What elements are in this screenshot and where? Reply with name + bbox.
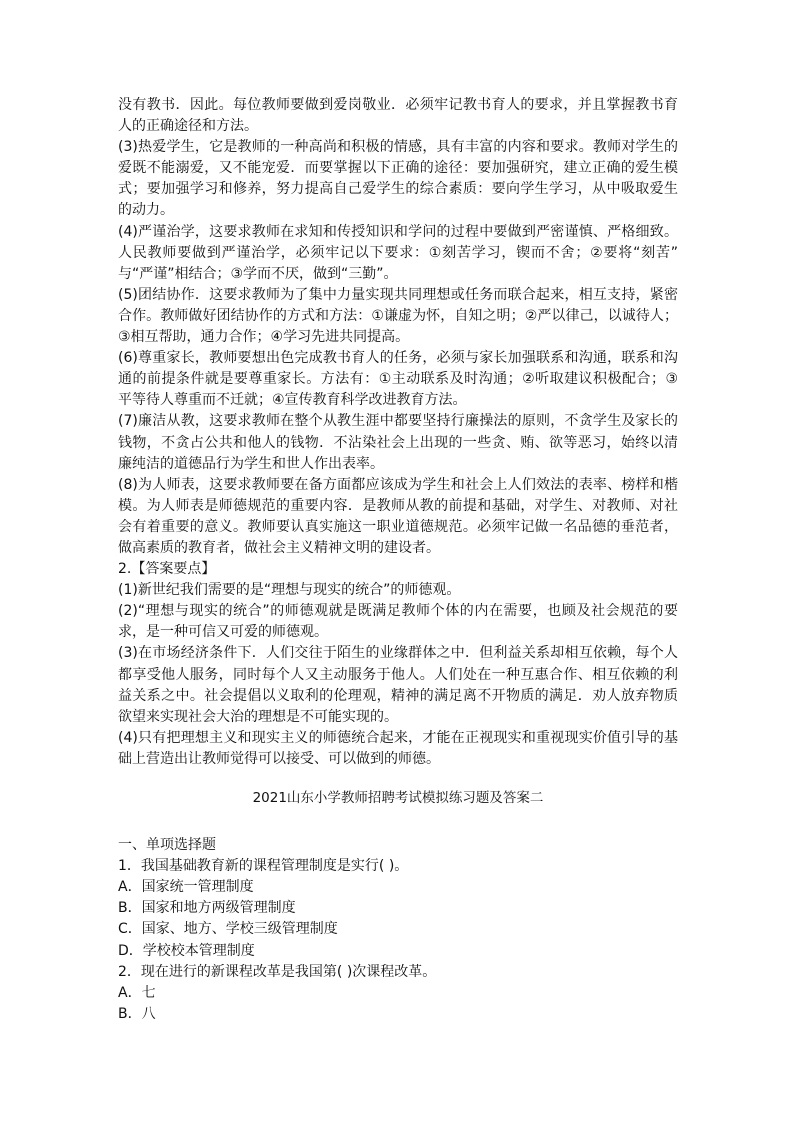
text-line: 人民教师要做到严谨治学，必须牢记以下要求：①刻苦学习，锲而不舍；②要将“刻苦” bbox=[118, 244, 678, 261]
text-line: C．国家、地方、学校三级管理制度 bbox=[118, 921, 338, 938]
document-page bbox=[118, 95, 678, 1025]
text-line: 人的正确途径和方法。 bbox=[118, 118, 258, 135]
text-line: (2)“理想与现实的统合”的师德观就是既满足教师个体的内在需要，也顾及社会规范的要 bbox=[118, 603, 678, 620]
text-line: 都享受他人服务，同时每个人又主动服务于他人。人们处在一种互惠合作、相互依赖的利 bbox=[118, 666, 678, 683]
text-line: B．国家和地方两级管理制度 bbox=[118, 900, 296, 917]
text-line: 式；要加强学习和修养，努力提高自己爱学生的综合素质：要向学生学习，从中吸取爱生 bbox=[118, 181, 678, 198]
text-line: 爱既不能溺爱，又不能宠爱．而要掌握以下正确的途径：要加强研究，建立正确的爱生模 bbox=[118, 160, 678, 177]
text-line: 平等待人尊重而不迁就；④宣传教育科学改进教育方法。 bbox=[118, 392, 467, 409]
text-line: 会有着重要的意义。教师要认真实施这一职业道德规范。必须牢记做一名品德的垂范者， bbox=[118, 518, 678, 535]
text-line: 廉纯洁的道德品行为学生和世人作出表率。 bbox=[118, 455, 384, 472]
text-line: 1．我国基础教育新的课程管理制度是实行( )。 bbox=[118, 858, 409, 875]
text-line: (1)新世纪我们需要的是“理想与现实的统合”的师德观。 bbox=[118, 582, 461, 599]
text-line: (5)团结协作．这要求教师为了集中力量实现共同理想或任务而联合起来，相互支持，紧密 bbox=[118, 286, 678, 303]
text-line: (3)热爱学生，它是教师的一种高尚和积极的情感，具有丰富的内容和要求。教师对学生的 bbox=[118, 139, 678, 156]
text-line: 模。为人师表是师德规范的重要内容．是教师从教的前提和基础，对学生、对教师、对社 bbox=[118, 497, 678, 514]
text-line: D．学校校本管理制度 bbox=[118, 942, 255, 959]
text-line: 2．现在进行的新课程改革是我国第( )次课程改革。 bbox=[118, 963, 437, 980]
text-line: (4)严谨治学，这要求教师在求知和传授知识和学问的过程中要做到严密谨慎、严格细致。 bbox=[118, 223, 678, 240]
text-line: B．八 bbox=[118, 1005, 156, 1022]
text-line: (7)廉洁从教，这要求教师在整个从教生涯中都要坚持行廉操法的原则，不贪学生及家长的 bbox=[118, 413, 678, 430]
text-line: 求，是一种可信又可爱的师德观。 bbox=[118, 624, 328, 641]
text-line: 没有教书．因此。每位教师要做到爱岗敬业．必须牢记教书育人的要求，并且掌握教书育 bbox=[118, 97, 678, 113]
text-line: 一、单项选择题 bbox=[118, 837, 216, 854]
document-title: 2021山东小学教师招聘考试模拟练习题及答案二 bbox=[252, 790, 544, 806]
text-line: 础上营造出让教师觉得可以接受、可以做到的师德。 bbox=[118, 750, 440, 767]
text-line: 益关系之中。社会提倡以义取利的伦理观，精神的满足离不开物质的满足．劝人放弃物质 bbox=[118, 687, 678, 704]
answer-section bbox=[118, 95, 678, 770]
text-line: A．国家统一管理制度 bbox=[118, 879, 254, 896]
text-line: 做高素质的教育者，做社会主义精神文明的建设者。 bbox=[118, 539, 440, 556]
text-line: 2.【答案要点】 bbox=[118, 561, 216, 578]
text-line: A．七 bbox=[118, 984, 156, 1001]
text-line: 欲望来实现社会大治的理想是不可能实现的。 bbox=[118, 708, 398, 725]
text-line: ③相互帮助，通力合作；④学习先进共同提高。 bbox=[118, 329, 410, 346]
text-line: 与“严谨”相结合；③学而不厌，做到“三勤”。 bbox=[118, 265, 398, 282]
text-line: (3)在市场经济条件下．人们交往于陌生的业缘群体之中．但利益关系却相互依赖，每个人 bbox=[118, 645, 678, 662]
text-line: (6)尊重家长，教师要想出色完成教书育人的任务，必须与家长加强联系和沟通，联系和沟 bbox=[118, 350, 678, 367]
text-line: (8)为人师表，这要求教师要在备方面都应该成为学生和社会上人们效法的表率、榜样和楷 bbox=[118, 476, 678, 493]
text-line: 合作。教师做好团结协作的方式和方法：①谦虚为怀，自知之明；②严以律己，以诚待人； bbox=[118, 307, 678, 324]
text-line: (4)只有把理想主义和现实主义的师德统合起来，才能在正视现实和重视现实价值引导的基 bbox=[118, 729, 678, 746]
text-line: 的动力。 bbox=[118, 202, 174, 219]
text-line: 通的前提条件就是要尊重家长。方法有：①主动联系及时沟通；②听取建议积极配合；③ bbox=[118, 371, 678, 388]
text-line: 钱物，不贪占公共和他人的钱物．不沾染社会上出现的一些贪、贿、欲等恶习，始终以清 bbox=[118, 434, 678, 451]
question-section bbox=[118, 835, 678, 1025]
